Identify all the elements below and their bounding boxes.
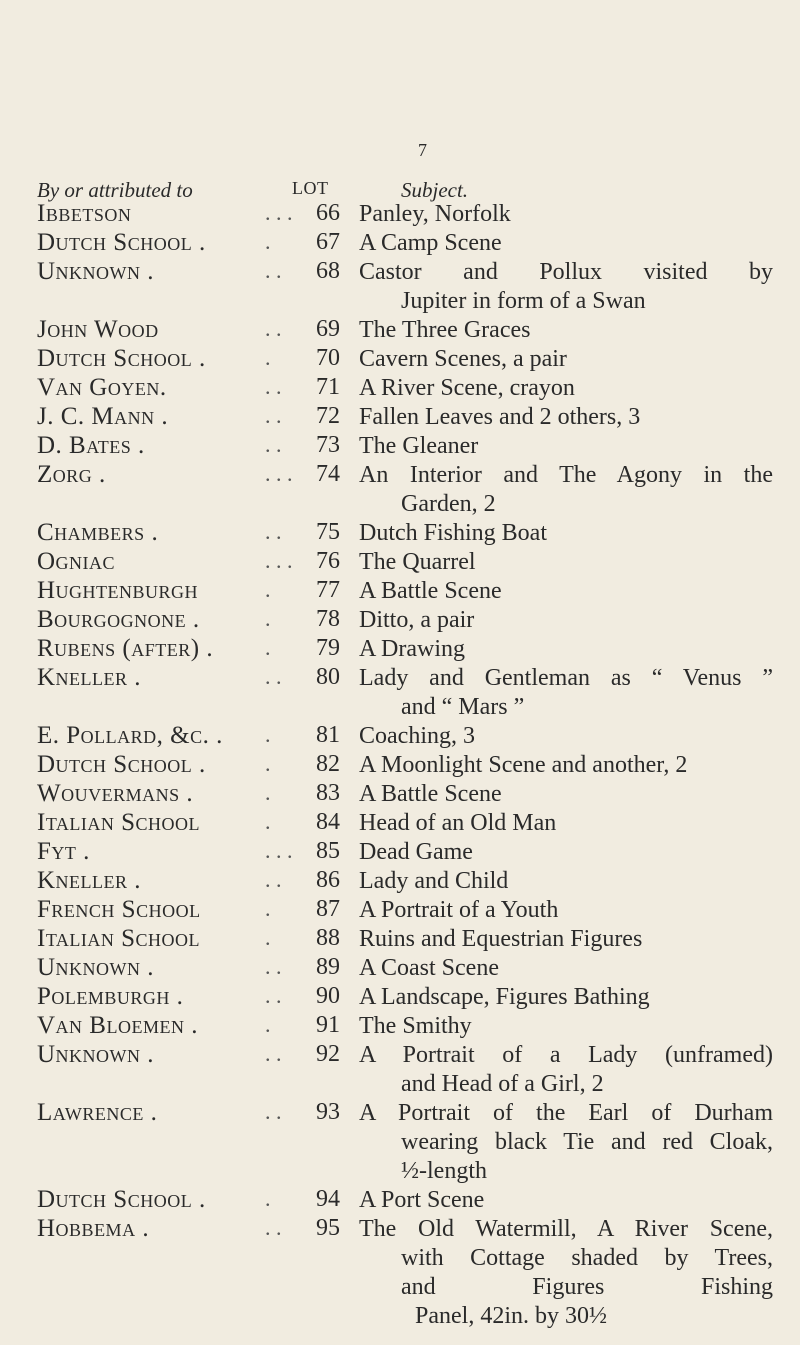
lot-subject (359, 925, 773, 954)
lot-number: 85 (316, 838, 340, 864)
lot-number: 88 (316, 925, 340, 951)
lot-number: 81 (316, 722, 340, 748)
lot-row (0, 896, 800, 925)
lot-subject (359, 345, 773, 374)
lot-subject (359, 1186, 773, 1215)
lot-subject (359, 374, 773, 403)
lot-row (0, 1099, 800, 1186)
lot-artist: Rubens (after) . (37, 635, 214, 662)
lot-row (0, 519, 800, 548)
leader-dots: . . (265, 316, 282, 341)
leader-dots: . . (265, 954, 282, 979)
lot-number: 74 (316, 461, 340, 487)
leader-dots: . . . (265, 200, 293, 225)
lot-artist: Bourgognone . (37, 606, 200, 633)
lot-number: 90 (316, 983, 340, 1009)
lot-artist: E. Pollard, &c. . (37, 722, 223, 749)
subject-line: Dutch Fishing Boat (359, 520, 548, 546)
lot-column-header: LOT (292, 178, 329, 198)
subject-line: A Battle Scene (359, 781, 502, 807)
artist-column-header: By or attributed to (37, 178, 193, 202)
lot-subject (359, 229, 773, 258)
lot-number: 77 (316, 577, 340, 603)
lot-number: 72 (316, 403, 340, 429)
lot-subject (359, 751, 773, 780)
leader-dots: . (265, 1012, 271, 1037)
lot-number: 93 (316, 1099, 340, 1125)
lot-subject (359, 432, 773, 461)
lot-row (0, 345, 800, 374)
subject-line: Castor and Pollux visited by (359, 259, 773, 285)
leader-dots: . (265, 635, 271, 660)
lot-subject (359, 722, 773, 751)
lot-row (0, 838, 800, 867)
lot-row (0, 1215, 800, 1331)
lot-row (0, 1012, 800, 1041)
lot-artist: Kneller . (37, 867, 142, 894)
lot-row (0, 403, 800, 432)
subject-line: Coaching, 3 (359, 723, 475, 749)
lot-subject (359, 838, 773, 867)
leader-dots: . (265, 229, 271, 254)
leader-dots: . (265, 780, 271, 805)
subject-line: Fallen Leaves and 2 others, 3 (359, 404, 641, 430)
lot-subject (359, 1041, 773, 1099)
lot-row (0, 751, 800, 780)
lot-number: 84 (316, 809, 340, 835)
subject-line: An Interior and The Agony in the (359, 462, 773, 488)
lot-artist: Lawrence . (37, 1099, 158, 1126)
leader-dots: . . (265, 1041, 282, 1066)
lot-subject (359, 1012, 773, 1041)
lot-artist: Van Goyen. (37, 374, 167, 401)
lot-row (0, 635, 800, 664)
lot-list (0, 200, 800, 1331)
leader-dots: . . (265, 1099, 282, 1124)
lot-row (0, 809, 800, 838)
subject-line: A Coast Scene (359, 955, 499, 981)
subject-line: Lady and Child (359, 868, 509, 894)
lot-artist: Wouvermans . (37, 780, 194, 807)
lot-row (0, 1041, 800, 1099)
lot-row (0, 229, 800, 258)
lot-number: 95 (316, 1215, 340, 1241)
lot-subject (359, 954, 773, 983)
lot-artist: Zorg . (37, 461, 106, 488)
subject-line: A Battle Scene (359, 578, 502, 604)
leader-dots: . . (265, 403, 282, 428)
lot-subject (359, 200, 773, 229)
subject-line: The Gleaner (359, 433, 479, 459)
subject-line: The Quarrel (359, 549, 476, 575)
lot-artist: Fyt . (37, 838, 90, 865)
lot-row (0, 780, 800, 809)
lot-number: 89 (316, 954, 340, 980)
leader-dots: . . (265, 983, 282, 1008)
lot-row (0, 664, 800, 722)
leader-dots: . (265, 896, 271, 921)
lot-artist: Hobbema . (37, 1215, 150, 1242)
subject-line: Panel, 42in. by 30½ (415, 1303, 607, 1329)
leader-dots: . . . (265, 548, 293, 573)
subject-line: The Smithy (359, 1013, 472, 1039)
subject-line: Dead Game (359, 839, 473, 865)
leader-dots: . . (265, 664, 282, 689)
subject-line: A Camp Scene (359, 230, 502, 256)
subject-line: with Cottage shaded by Trees, (401, 1245, 773, 1271)
lot-number: 92 (316, 1041, 340, 1067)
page-number: 7 (418, 140, 427, 160)
subject-line: ½-length (401, 1158, 487, 1184)
leader-dots: . (265, 606, 271, 631)
leader-dots: . . . (265, 838, 293, 863)
subject-line: and “ Mars ” (401, 694, 525, 720)
lot-number: 87 (316, 896, 340, 922)
lot-row (0, 606, 800, 635)
subject-line: Jupiter in form of a Swan (401, 288, 646, 314)
leader-dots: . . (265, 374, 282, 399)
subject-line: A Landscape, Figures Bathing (359, 984, 650, 1010)
lot-number: 78 (316, 606, 340, 632)
lot-artist: Dutch School . (37, 751, 206, 778)
subject-line: Lady and Gentleman as “ Venus ” (359, 665, 773, 691)
lot-number: 70 (316, 345, 340, 371)
lot-row (0, 548, 800, 577)
subject-line: Head of an Old Man (359, 810, 557, 836)
lot-number: 68 (316, 258, 340, 284)
leader-dots: . (265, 925, 271, 950)
leader-dots: . (265, 809, 271, 834)
lot-subject (359, 316, 773, 345)
leader-dots: . (265, 751, 271, 776)
lot-number: 83 (316, 780, 340, 806)
subject-line: A Moonlight Scene and another, 2 (359, 752, 688, 778)
leader-dots: . . (265, 519, 282, 544)
lot-artist: Van Bloemen . (37, 1012, 198, 1039)
subject-column-header: Subject. (401, 178, 469, 202)
lot-number: 76 (316, 548, 340, 574)
lot-number: 79 (316, 635, 340, 661)
lot-artist: D. Bates . (37, 432, 145, 459)
lot-row (0, 374, 800, 403)
lot-subject (359, 606, 773, 635)
lot-subject (359, 519, 773, 548)
lot-artist: Italian School (37, 925, 201, 952)
lot-artist: Ibbetson (37, 200, 132, 227)
lot-artist: Dutch School . (37, 229, 206, 256)
lot-row (0, 432, 800, 461)
lot-artist: J. C. Mann . (37, 403, 169, 430)
lot-subject (359, 780, 773, 809)
lot-artist: Unknown . (37, 1041, 155, 1068)
subject-line: Ditto, a pair (359, 607, 475, 633)
subject-line: A Portrait of a Lady (unframed) (359, 1042, 773, 1068)
subject-line: A Portrait of the Earl of Durham (359, 1100, 773, 1126)
lot-subject (359, 258, 773, 316)
lot-artist: Kneller . (37, 664, 142, 691)
subject-line: A Port Scene (359, 1187, 485, 1213)
subject-line: A Drawing (359, 636, 465, 662)
lot-row (0, 316, 800, 345)
subject-line: The Three Graces (359, 317, 531, 343)
lot-number: 66 (316, 200, 340, 226)
lot-artist: Italian School (37, 809, 201, 836)
lot-subject (359, 664, 773, 722)
lot-subject (359, 983, 773, 1012)
lot-number: 80 (316, 664, 340, 690)
lot-row (0, 200, 800, 229)
leader-dots: . . (265, 867, 282, 892)
leader-dots: . . . (265, 461, 293, 486)
subject-line: and Figures Fishing (401, 1274, 773, 1300)
lot-row (0, 577, 800, 606)
lot-subject (359, 635, 773, 664)
lot-subject (359, 577, 773, 606)
subject-line: wearing black Tie and red Cloak, (401, 1129, 773, 1155)
lot-artist: Chambers . (37, 519, 159, 546)
lot-row (0, 983, 800, 1012)
subject-line: The Old Watermill, A River Scene, (359, 1216, 773, 1242)
lot-subject (359, 403, 773, 432)
subject-line: Cavern Scenes, a pair (359, 346, 567, 372)
lot-artist: Unknown . (37, 258, 155, 285)
leader-dots: . (265, 1186, 271, 1211)
lot-number: 75 (316, 519, 340, 545)
lot-subject (359, 1215, 773, 1331)
leader-dots: . . (265, 1215, 282, 1240)
subject-line: and Head of a Girl, 2 (401, 1071, 604, 1097)
subject-line: A Portrait of a Youth (359, 897, 559, 923)
lot-artist: Dutch School . (37, 1186, 206, 1213)
lot-subject (359, 867, 773, 896)
subject-line: A River Scene, crayon (359, 375, 575, 401)
leader-dots: . . (265, 258, 282, 283)
leader-dots: . (265, 722, 271, 747)
subject-line: Garden, 2 (401, 491, 496, 517)
leader-dots: . (265, 345, 271, 370)
lot-number: 69 (316, 316, 340, 342)
leader-dots: . . (265, 432, 282, 457)
lot-row (0, 461, 800, 519)
lot-number: 82 (316, 751, 340, 777)
lot-number: 73 (316, 432, 340, 458)
lot-subject (359, 548, 773, 577)
lot-number: 71 (316, 374, 340, 400)
lot-number: 86 (316, 867, 340, 893)
subject-line: Ruins and Equestrian Figures (359, 926, 643, 952)
lot-subject (359, 896, 773, 925)
lot-subject (359, 809, 773, 838)
lot-artist: French School (37, 896, 201, 923)
leader-dots: . (265, 577, 271, 602)
lot-artist: Ogniac (37, 548, 116, 575)
lot-artist: Dutch School . (37, 345, 206, 372)
lot-number: 94 (316, 1186, 340, 1212)
lot-artist: John Wood (37, 316, 159, 343)
lot-row (0, 1186, 800, 1215)
lot-number: 91 (316, 1012, 340, 1038)
lot-row (0, 954, 800, 983)
lot-number: 67 (316, 229, 340, 255)
lot-artist: Unknown . (37, 954, 155, 981)
lot-row (0, 867, 800, 896)
lot-artist: Hughtenburgh (37, 577, 199, 604)
lot-row (0, 722, 800, 751)
lot-row (0, 258, 800, 316)
subject-line: Panley, Norfolk (359, 201, 511, 227)
lot-subject (359, 1099, 773, 1186)
lot-row (0, 925, 800, 954)
lot-artist: Polemburgh . (37, 983, 184, 1010)
lot-subject (359, 461, 773, 519)
